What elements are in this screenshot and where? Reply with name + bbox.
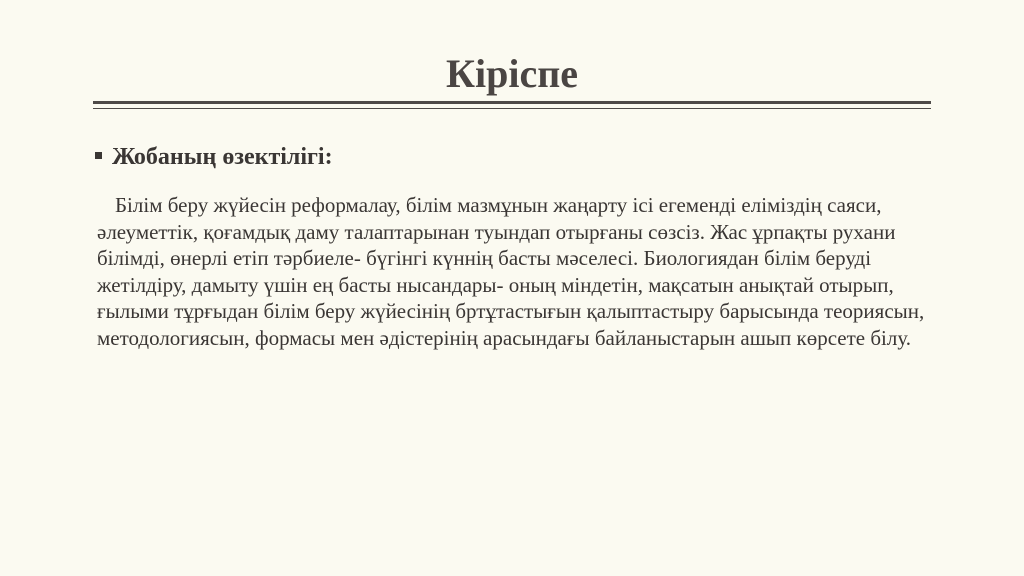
bullet-item	[95, 142, 333, 172]
body-paragraph: Білім беру жүйесін реформалау, білім мазмұнын жаңарту ісі егеменді еліміздің саяси, әлеуметтік, қоғамдық даму талаптарынан туындап отырғаны сөзсіз. Жас ұрпақты рухани білімді, өнерлі етіп тәрбиеле- бүгінгі күннің басты мәселесі. Биологиядан білім беруді жетілдіру, дамыту үшін ең басты нысандары- оның міндетін, мақсатын анықтай отырып, ғылыми тұрғыдан білім беру жүйесінің бртұтастығын қалыптастыру барысында теориясын, методологиясын, формасы мен әдістерінің арасындағы байланыстарын ашып көрсете білу.	[97, 193, 925, 350]
bullet-heading: Жобаның өзектілігі:	[112, 144, 333, 170]
title-divider-thin	[93, 108, 931, 109]
title-divider-thick	[93, 101, 931, 104]
slide-title: Кіріспе	[445, 51, 579, 96]
square-bullet-icon	[95, 152, 102, 159]
